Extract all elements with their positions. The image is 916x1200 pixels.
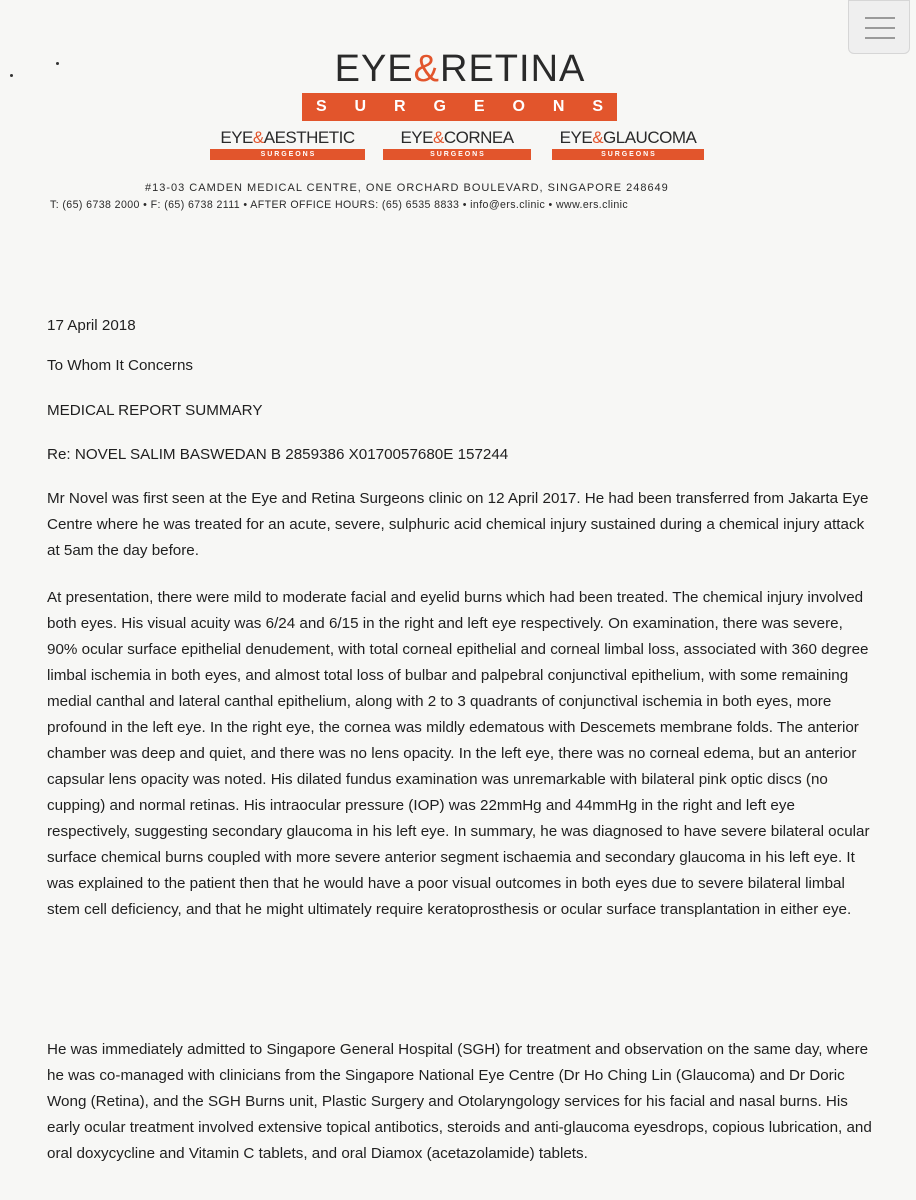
sublogo-cornea xyxy=(383,128,531,160)
scan-speck xyxy=(56,62,59,65)
logo-word-eye: EYE xyxy=(334,48,414,90)
logo-letter: S xyxy=(315,98,327,115)
sublogo-word: EYE xyxy=(220,128,253,147)
menu-icon xyxy=(865,17,895,19)
logo-letter: E xyxy=(473,98,485,115)
re-line: Re: NOVEL SALIM BASWEDAN B 2859386 X0170057680E 157244 xyxy=(47,446,509,463)
sublogo-amp: & xyxy=(432,128,444,147)
sublogo-glaucoma xyxy=(552,128,704,160)
paragraph-2 xyxy=(47,585,877,923)
sublogo-aesthetic xyxy=(210,128,365,160)
paragraph-1 xyxy=(47,486,877,564)
logo-surgeons-bar xyxy=(302,93,617,121)
paragraph-text: He was immediately admitted to Singapore General Hospital (SGH) for treatment and observation on the same day, where he was co-managed with clinicians from the Singapore National Eye Centre (Dr Ho Ching Lin (Glaucoma) and Dr Doric Wong (Retina), and the SGH Burns unit, Plastic Surgery and Otolaryngology services for his facial and nasal burns. His early ocular treatment involved extensive topical antibotics, steroids and anti-glaucoma eyesdrops, copious lubrication, and oral doxycycline and Vitamin C tablets, and oral Diamox (acetazolamide) tablets. xyxy=(47,1041,872,1162)
logo-letter: N xyxy=(552,98,565,115)
menu-icon-line xyxy=(865,37,895,39)
clinic-contacts: T: (65) 6738 2000 • F: (65) 6738 2111 • AFTER OFFICE HOURS: (65) 6535 8833 • info@ers.clinic • www.ers.clinic xyxy=(50,199,629,211)
sublogo-tag: S U R G E O N S xyxy=(383,149,531,160)
scan-speck xyxy=(10,74,13,77)
paragraph-text: At presentation, there were mild to moderate facial and eyelid burns which had been treated. The chemical injury involved both eyes. His visual acuity was 6/24 and 6/15 in the right and left eye respectively. On examination, there was severe, 90% ocular surface epithelial denudement, with total corneal epithelial and corneal limbal loss, associated with 360 degree limbal ischemia in both eyes, and almost total loss of bulbar and palpebral conjunctival epithelium, with some remaining medial canthal and lateral canthal epithelium, along with 2 to 3 quadrants of conjunctival ischemia in both eyes, more profound in the left eye. In the right eye, the cornea was mildly edematous with Descemets membrane folds. The anterior chamber was deep and quiet, and there was no lens opacity. In the left eye, there was no corneal edema, but an anterior capsular lens opacity was noted. His dilated fundus examination was unremarkable with bilateral pink optic discs (no cupping) and normal retinas. His intraocular pressure (IOP) was 22mmHg and 44mmHg in the right and left eye respectively, suggesting secondary glaucoma in his left eye. In summary, he was diagnosed to have severe bilateral ocular surface chemical burns coupled with more severe anterior segment ischaemia and secondary glaucoma in his left eye. It was explained to the patient then that he would have a poor visual outcomes in both eyes due to severe bilateral limbal stem cell deficiency, and that he might ultimately require keratoprosthesis or ocular surface transplantation in either eye. xyxy=(47,589,870,918)
sublogo-word: EYE xyxy=(559,128,593,147)
sublogo-tag: S U R G E O N S xyxy=(552,149,704,160)
logo-ampersand: & xyxy=(413,48,441,90)
menu-icon-line xyxy=(865,27,895,29)
sublogo-amp: & xyxy=(592,128,604,147)
sublogo-word: GLAUCOMA xyxy=(603,128,697,147)
logo-letter: U xyxy=(354,98,367,115)
logo-eye-retina xyxy=(300,48,620,91)
report-heading: MEDICAL REPORT SUMMARY xyxy=(47,402,263,419)
paragraph-text: Mr Novel was first seen at the Eye and Retina Surgeons clinic on 12 April 2017. He had been transferred from Jakarta Eye Centre where he was treated for an acute, severe, sulphuric acid chemical injury sustained during a chemical injury attack at 5am the day before. xyxy=(47,490,869,559)
logo-letter: O xyxy=(512,98,525,115)
sublogo-word: EYE xyxy=(400,128,433,147)
clinic-address: #13-03 CAMDEN MEDICAL CENTRE, ONE ORCHARD BOULEVARD, SINGAPORE 248649 xyxy=(145,182,669,194)
logo-letter: G xyxy=(433,98,446,115)
sublogo-word: AESTHETIC xyxy=(263,128,355,147)
salutation: To Whom It Concerns xyxy=(47,357,194,374)
letter-date: 17 April 2018 xyxy=(47,317,136,334)
sublogo-amp: & xyxy=(252,128,264,147)
sublogo-word: CORNEA xyxy=(443,128,514,147)
logo-letter: R xyxy=(394,98,406,115)
sublogo-tag: S U R G E O N S xyxy=(210,149,365,160)
menu-button[interactable] xyxy=(848,0,910,54)
logo-word-retina: RETINA xyxy=(440,48,586,90)
paragraph-3 xyxy=(47,1037,877,1167)
logo-letter: S xyxy=(592,98,604,115)
